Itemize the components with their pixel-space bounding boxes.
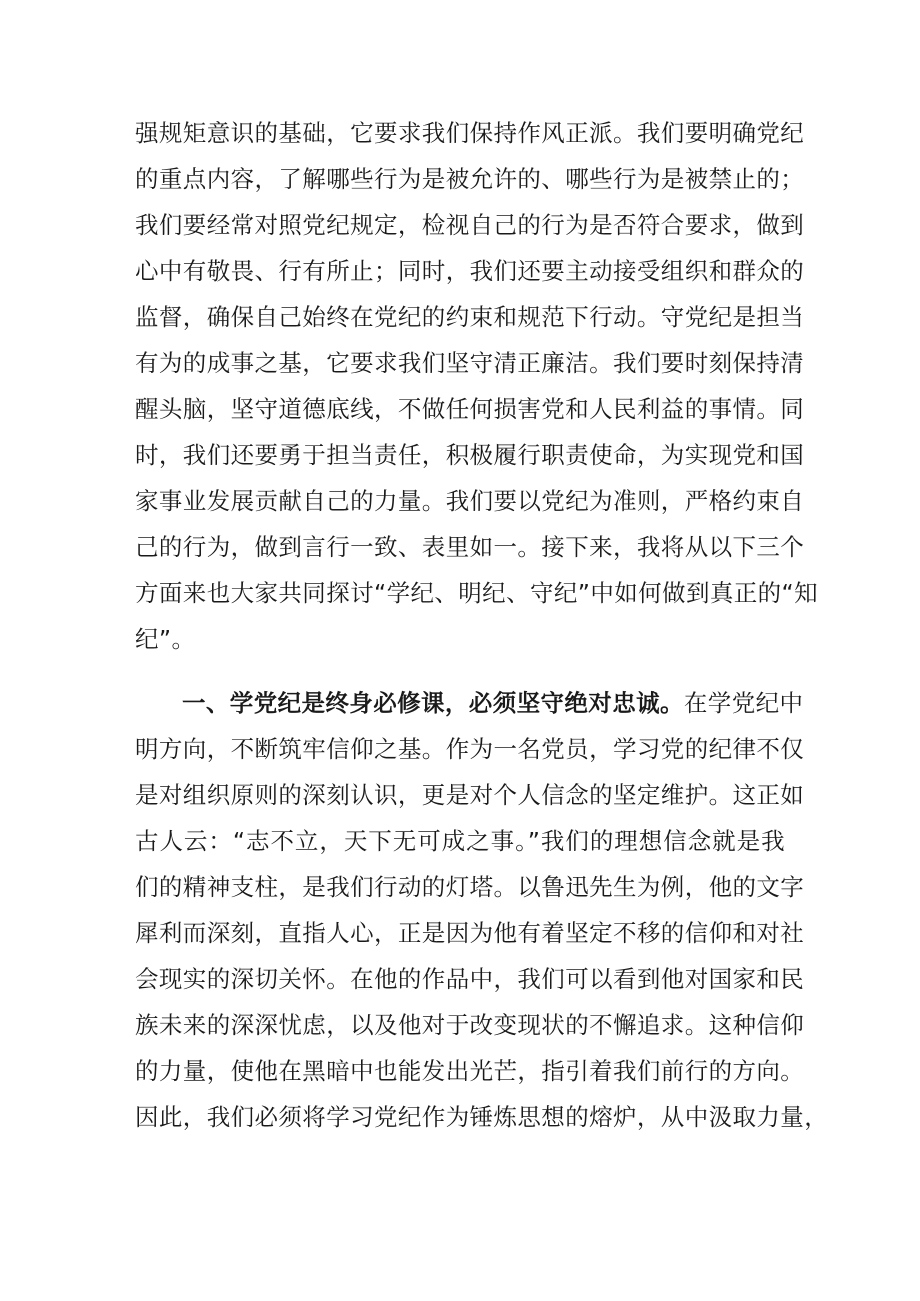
paragraph-line: 的重点内容，了解哪些行为是被允许的、哪些行为是被禁止的； — [135, 165, 805, 193]
paragraph-line: 我们要经常对照党纪规定，检视自己的行为是否符合要求，做到 — [135, 211, 805, 239]
paragraph-line: 醒头脑，坚守道德底线，不做任何损害党和人民利益的事情。同 — [135, 395, 805, 423]
paragraph-line: 强规矩意识的基础，它要求我们保持作风正派。我们要明确党纪 — [135, 119, 805, 147]
paragraph-line: 会现实的深切关怀。在他的作品中，我们可以看到他对国家和民 — [135, 965, 805, 993]
paragraph-line: 明方向，不断筑牢信仰之基。作为一名党员，学习党的纪律不仅 — [135, 735, 805, 763]
paragraph-first-line — [135, 680, 804, 726]
paragraph-line: 心中有敬畏、行有所止；同时，我们还要主动接受组织和群众的 — [135, 257, 805, 285]
paragraph-line: 监督，确保自己始终在党纪的约束和规范下行动。守党纪是担当 — [135, 303, 805, 331]
paragraph-line: 己的行为，做到言行一致、表里如一。接下来，我将从以下三个 — [135, 533, 805, 561]
paragraph-1 — [135, 110, 819, 662]
paragraph-2 — [135, 680, 829, 1140]
paragraph-line: 家事业发展贡献自己的力量。我们要以党纪为准则，严格约束自 — [135, 487, 805, 515]
paragraph-line: 时，我们还要勇于担当责任，积极履行职责使命，为实现党和国 — [135, 441, 805, 469]
paragraph-line: 是对组织原则的深刻认识，更是对个人信念的坚定维护。这正如 — [135, 781, 805, 809]
paragraph-line: 纪”。 — [135, 625, 196, 653]
paragraph-line-rest: 在学党纪中 — [683, 689, 804, 717]
paragraph-line: 因此，我们必须将学习党纪作为锤炼思想的熔炉，从中汲取力量， — [135, 1103, 829, 1131]
paragraph-line: 族未来的深深忧虑，以及他对于改变现状的不懈追求。这种信仰 — [135, 1011, 805, 1039]
paragraph-line: 们的精神支柱，是我们行动的灯塔。以鲁迅先生为例，他的文字 — [135, 873, 805, 901]
paragraph-spacer — [135, 662, 785, 680]
section-heading: 一、学党纪是终身必修课，必须坚守绝对忠诚。 — [182, 689, 684, 717]
paragraph-line: 方面来也大家共同探讨“学纪、明纪、守纪”中如何做到真正的“知 — [135, 579, 819, 607]
paragraph-line: 有为的成事之基，它要求我们坚守清正廉洁。我们要时刻保持清 — [135, 349, 805, 377]
document-body — [135, 110, 829, 1140]
paragraph-line: 古人云：“志不立，天下无可成之事。”我们的理想信念就是我 — [135, 827, 785, 855]
paragraph-line: 犀利而深刻，直指人心，正是因为他有着坚定不移的信仰和对社 — [135, 919, 805, 947]
paragraph-line: 的力量，使他在黑暗中也能发出光芒，指引着我们前行的方向。 — [135, 1057, 805, 1085]
